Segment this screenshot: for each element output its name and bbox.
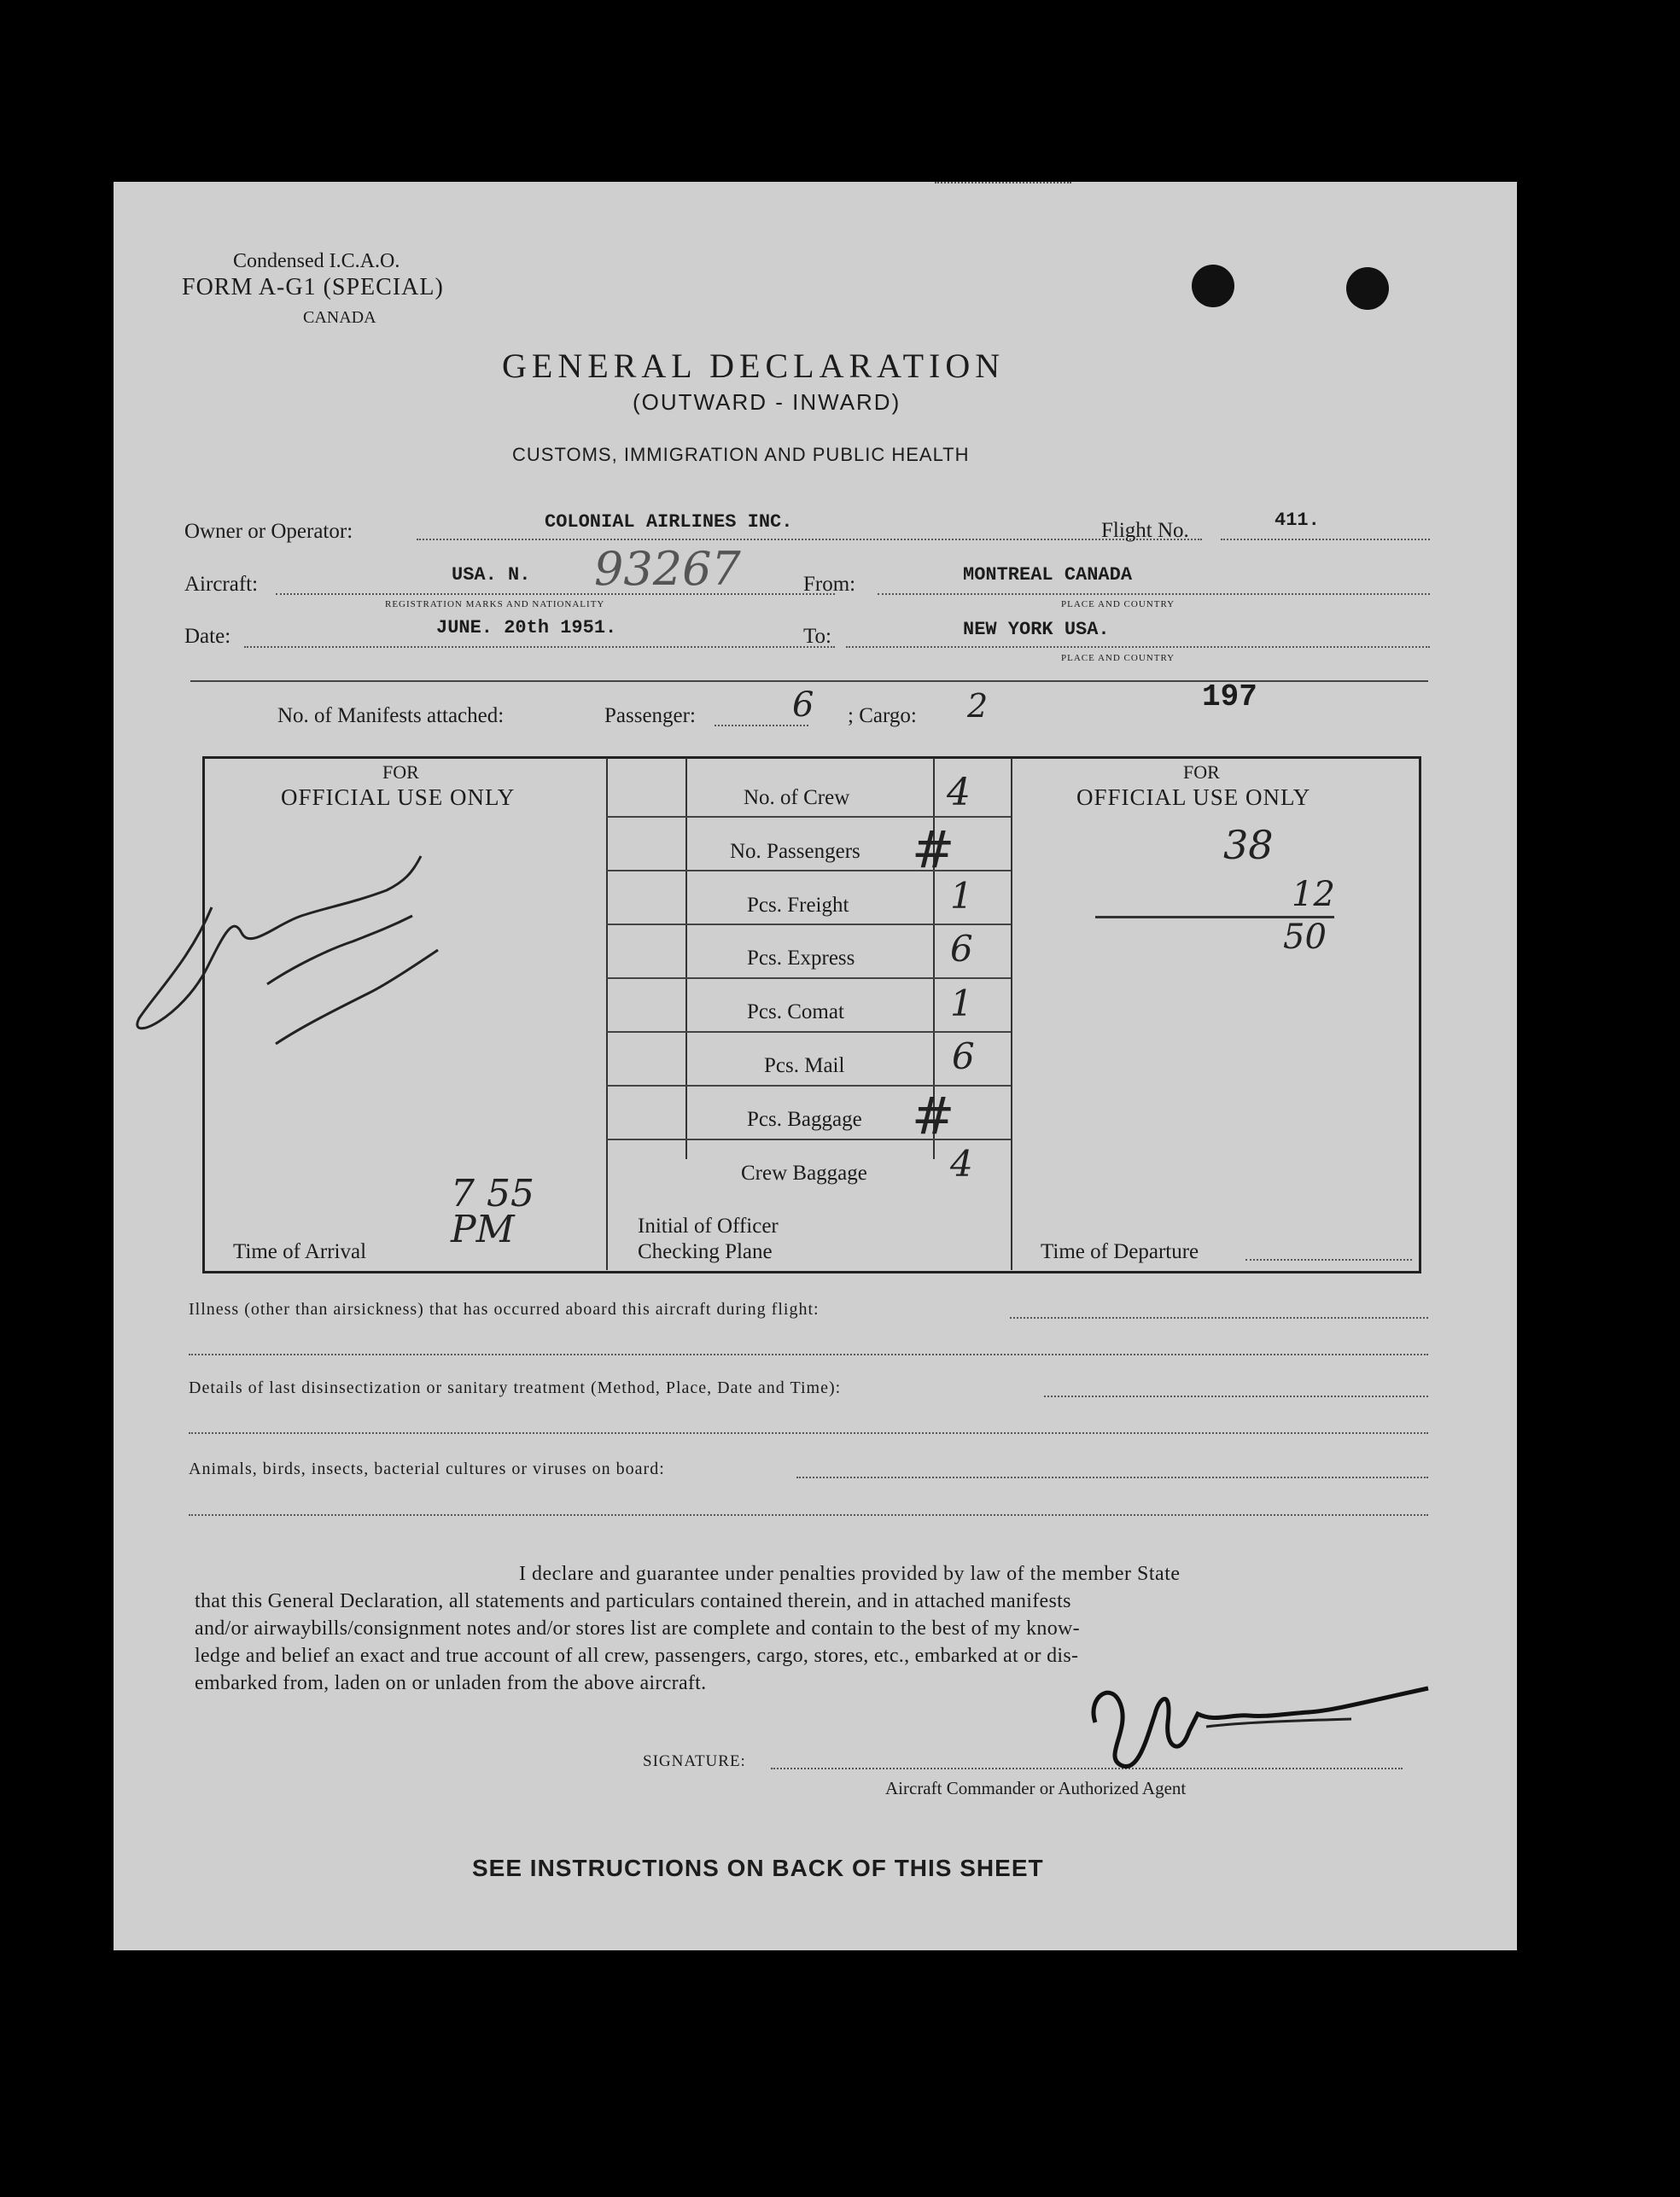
arrival-handwritten: 7 55 PM	[451, 1172, 534, 1251]
passenger-label: Passenger:	[604, 704, 696, 727]
statement-line-4: ledge and belief an exact and true account of all crew, passengers, cargo, stores, etc., embarked at or dis-	[195, 1645, 1079, 1667]
row-passengers-value: #	[912, 820, 955, 880]
flight-label: Flight No.	[1101, 519, 1189, 542]
signature-caption: Aircraft Commander or Authorized Agent	[885, 1778, 1187, 1798]
aircraft-line	[276, 593, 835, 595]
owner-label: Owner or Operator:	[184, 520, 353, 543]
punch-hole	[1346, 267, 1389, 310]
passenger-value: 6	[792, 685, 814, 725]
stamp-number: 197	[1202, 679, 1257, 714]
from-value: MONTREAL CANADA	[963, 564, 1133, 586]
declaration-sheet	[114, 182, 1517, 1950]
row-express-label: Pcs. Express	[747, 947, 855, 970]
time-departure-label: Time of Departure	[1041, 1240, 1199, 1263]
cargo-line	[935, 182, 1071, 184]
commander-signature	[1070, 1663, 1445, 1782]
right-note-38: 38	[1223, 822, 1274, 868]
initial-label-2: Checking Plane	[638, 1240, 773, 1263]
disinsectization-label: Details of last disinsectization or sanitary treatment (Method, Place, Date and Time):	[189, 1378, 842, 1397]
to-line	[846, 646, 1430, 648]
owner-value: COLONIAL AIRLINES INC.	[545, 511, 793, 533]
from-place-caption: PLACE AND COUNTRY	[1061, 599, 1175, 609]
date-value: JUNE. 20th 1951.	[436, 617, 617, 638]
row-crew-baggage-label: Crew Baggage	[741, 1162, 867, 1185]
row-crew-baggage-value: 4	[950, 1143, 973, 1185]
right-official-label: OFFICIAL USE ONLY	[1076, 784, 1311, 810]
date-label: Date:	[184, 625, 231, 648]
aircraft-handwritten-number: 93267	[594, 542, 741, 596]
left-official-label: OFFICIAL USE ONLY	[281, 784, 516, 810]
punch-hole	[1192, 265, 1234, 307]
aircraft-value: USA. N.	[452, 564, 531, 586]
row-comat-value: 1	[950, 982, 973, 1024]
customs-officer-signature	[131, 822, 464, 1095]
row-mail-value: 6	[952, 1035, 975, 1077]
form-id-line2: FORM A-G1 (SPECIAL)	[182, 274, 444, 300]
row-freight-value: 1	[950, 875, 973, 917]
row-baggage-label: Pcs. Baggage	[747, 1108, 862, 1131]
row-comat-label: Pcs. Comat	[747, 1000, 844, 1023]
document-subtitle: (OUTWARD - INWARD)	[633, 389, 901, 415]
form-id-line1: Condensed I.C.A.O.	[233, 250, 400, 272]
row-freight-label: Pcs. Freight	[747, 894, 849, 917]
manifests-label: No. of Manifests attached:	[277, 704, 505, 727]
initial-label-1: Initial of Officer	[638, 1215, 779, 1238]
owner-line	[417, 539, 1202, 540]
statement-line-3: and/or airwaybills/consignment notes and/or stores list are complete and contain to the best of my know-	[195, 1617, 1080, 1640]
right-for-label: FOR	[1183, 761, 1220, 783]
form-id-line3: CANADA	[303, 308, 376, 327]
document-title: GENERAL DECLARATION	[502, 347, 1006, 385]
row-baggage-value: #	[912, 1087, 955, 1146]
row-express-value: 6	[950, 928, 973, 970]
registration-caption: REGISTRATION MARKS AND NATIONALITY	[385, 599, 605, 609]
table-divider	[606, 758, 608, 1270]
statement-line-2: that this General Declaration, all statements and particulars contained therein, and in attached manifests	[195, 1590, 1071, 1612]
illness-label: Illness (other than airsickness) that has occurred aboard this aircraft during flight:	[189, 1300, 820, 1319]
to-place-caption: PLACE AND COUNTRY	[1061, 653, 1175, 663]
cargo-value: 2	[967, 687, 989, 725]
statement-line-1: I declare and guarantee under penalties provided by law of the member State	[519, 1563, 1181, 1585]
from-line	[878, 593, 1430, 595]
instructions-footer: SEE INSTRUCTIONS ON BACK OF THIS SHEET	[472, 1855, 1044, 1881]
aircraft-label: Aircraft:	[184, 573, 259, 596]
table-divider	[1011, 758, 1012, 1270]
right-note-12: 12	[1292, 875, 1335, 914]
left-for-label: FOR	[382, 761, 419, 783]
to-label: To:	[803, 625, 831, 648]
signature-label: SIGNATURE:	[643, 1752, 746, 1770]
row-crew-value: 4	[947, 771, 971, 814]
row-passengers-label: No. Passengers	[730, 840, 860, 863]
from-label: From:	[803, 573, 856, 596]
table-divider	[685, 758, 687, 1159]
department-line: CUSTOMS, IMMIGRATION AND PUBLIC HEALTH	[512, 444, 970, 465]
flight-line	[1221, 539, 1430, 540]
cargo-label: ; Cargo:	[848, 704, 917, 727]
to-value: NEW YORK USA.	[963, 619, 1110, 640]
right-note-50: 50	[1283, 918, 1327, 957]
time-arrival-label: Time of Arrival	[233, 1240, 367, 1263]
statement-line-5: embarked from, laden on or unladen from the above aircraft.	[195, 1672, 707, 1694]
flight-value: 411.	[1275, 510, 1320, 531]
passenger-line	[715, 725, 808, 726]
date-line	[244, 646, 835, 648]
row-mail-label: Pcs. Mail	[764, 1054, 845, 1077]
row-crew-label: No. of Crew	[744, 786, 850, 809]
animals-label: Animals, birds, insects, bacterial cultures or viruses on board:	[189, 1460, 665, 1478]
